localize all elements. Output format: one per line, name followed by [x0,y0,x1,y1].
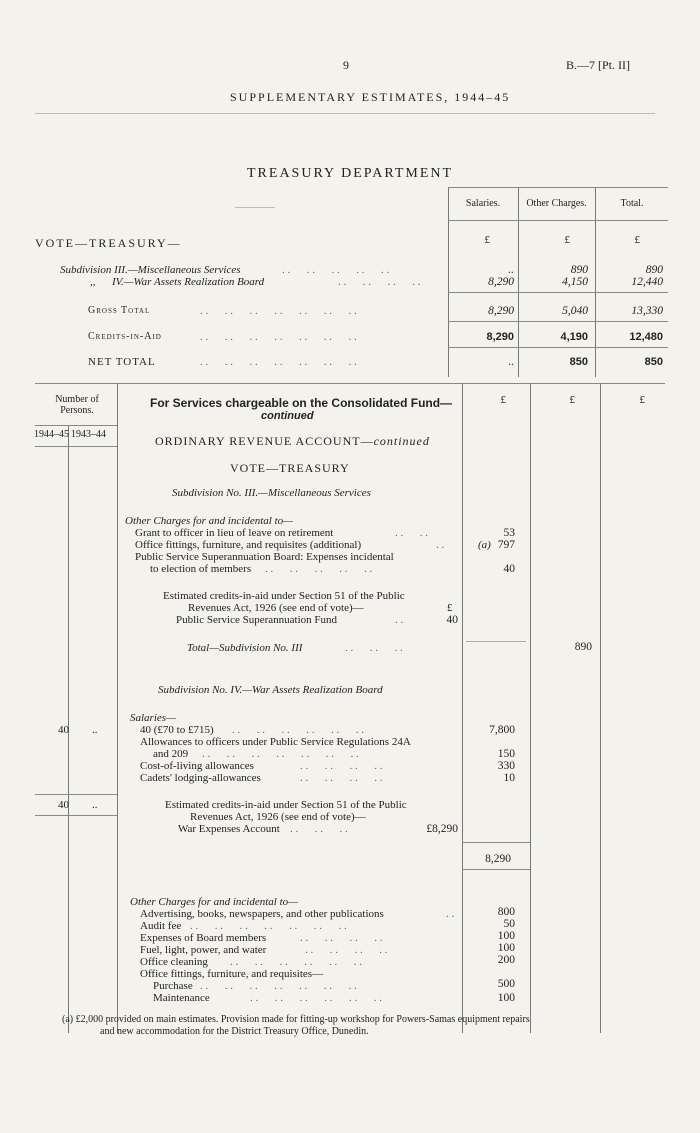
persons-1944-total: 40 [58,799,69,811]
summary-total-value: 12,480 [629,331,663,343]
page-header-title: SUPPLEMENTARY ESTIMATES, 1944–45 [230,90,511,104]
document-reference: B.—7 [Pt. II] [566,58,630,72]
leader-dots: . . [446,908,455,920]
credits-in-aid-text: Estimated credits-in-aid under Section 51 of the Public [163,590,405,602]
detail-col-divider [462,383,463,1033]
line-item-value: 100 [497,930,515,942]
summary-other-value: 5,040 [562,305,588,317]
line-item-value: 10 [503,772,515,784]
summary-top-rule [448,187,668,188]
line-item-text: Fuel, light, power, and water [140,944,267,956]
other-charges-heading: Other Charges for and incidental to— [130,896,298,908]
subtotal-rule [466,641,526,642]
consolidated-fund-heading: For Services chargeable on the Consolidated Fund— [150,396,453,410]
line-item-text: Office cleaning [140,956,208,968]
line-item-value: 7,800 [489,724,515,736]
summary-row-label: IV.—War Assets Realization Board [112,276,265,288]
line-item-text: Office fittings, furniture, and requisites— [140,968,324,980]
footnote-marker: (a) [478,539,491,551]
subdivision-3-title: Subdivision No. III.—Miscellaneous Services [172,487,371,499]
line-item-text: Advertising, books, newspapers, and other publications [140,908,384,920]
line-item-value: 500 [497,978,515,990]
credits-in-aid-text: Estimated credits-in-aid under Section 51 of the Public [165,799,407,811]
leader-dots: . . . . . . . . . . . . . . [200,980,357,992]
line-item-text: Audit fee [140,920,182,932]
line-item-text: Cost-of-living allowances [140,760,254,772]
summary-col-divider [448,187,449,377]
summary-rule [448,292,668,293]
summary-salaries-value: 8,290 [486,331,514,343]
credits-in-aid-text: Revenues Act, 1926 (see end of vote)— [188,602,364,614]
leader-dots: . . . . . . . . . . . . . . [200,305,357,317]
summary-other-value: 890 [570,264,588,276]
department-title: TREASURY DEPARTMENT [247,166,454,181]
detail-col-divider [530,383,531,1033]
line-item-value: 330 [497,760,515,772]
footnote-text: (a) £2,000 provided on main estimates. Provision made for fitting-up workshop for Powers-Samas equipment repairs [62,1014,530,1025]
subtotal-rule [462,869,530,870]
line-item-text: Allowances to officers under Public Service Regulations 24A [140,736,411,748]
currency-total: £ [634,234,640,246]
line-item-text: Office fittings, furniture, and requisites (additional) [135,539,362,551]
leader-dots: . . . . . . [290,823,348,835]
line-item-value: 200 [497,954,515,966]
summary-salaries-value: .. [508,264,514,276]
leader-dots: . . . . . . . . [305,944,388,956]
credits-in-aid-value: 40 [446,614,458,626]
line-item-text: Cadets' lodging-allowances [140,772,261,784]
summary-other-value: 850 [569,356,588,368]
header-rule [35,113,655,114]
summary-salaries-value: 8,290 [488,276,514,288]
subdivision-4-title: Subdivision No. IV.—War Assets Realization Board [158,684,383,696]
detail-top-rule [35,383,665,384]
leader-dots: . . . . . . . . . . . . [232,724,364,736]
subdivision-3-total-value: 890 [574,641,592,653]
line-item-value: 50 [503,918,515,930]
credits-in-aid-label: Credits-in-Aid [88,331,162,342]
currency-other: £ [569,394,575,406]
persons-1943-value: .. [92,724,98,736]
summary-other-value: 4,150 [562,276,588,288]
summary-rule [448,321,668,322]
leader-dots: . . . . . . . . [300,760,383,772]
persons-total-rule [35,794,117,795]
persons-1944-value: 40 [58,724,69,736]
net-total-label: NET TOTAL [88,356,156,368]
leader-dots: . . . . . . [345,642,403,654]
line-item-text: Expenses of Board members [140,932,267,944]
summary-other-value: 4,190 [560,331,588,343]
currency-other: £ [564,234,570,246]
summary-rule [448,347,668,348]
leader-dots: . . . . . . . . . . . . . . [190,920,347,932]
leader-dots: . . . . . . . . . . . . . . [200,356,357,368]
leader-dots: . . . . . . . . [338,276,421,288]
footnote-text: and new accommodation for the District Treasury Office, Dunedin. [100,1026,369,1037]
salaries-heading: Salaries— [130,712,176,724]
year-header: 1943–44 [71,429,106,440]
line-item-text: 40 (£70 to £715) [140,724,214,736]
leader-dots: . . . . [395,527,428,539]
leader-dots: . . . . . . . . . . . . [250,992,382,1004]
summary-salaries-value: 8,290 [488,305,514,317]
leader-dots: . . [436,539,445,551]
line-item-text: Grant to officer in lieu of leave on retirement [135,527,334,539]
detail-col-divider [600,383,601,1033]
other-charges-heading: Other Charges for and incidental to— [125,515,293,527]
vote-heading: VOTE—TREASURY [230,461,350,475]
summary-total-value: 850 [644,356,663,368]
col-header-salaries: Salaries. [465,198,501,209]
leader-dots: . . . . . . . . . . . . [230,956,362,968]
leader-dots: . . [395,614,404,626]
line-item-value: 797 [497,539,515,551]
credits-in-aid-text: Revenues Act, 1926 (see end of vote)— [190,811,366,823]
persons-1943-total: .. [92,799,98,811]
summary-header-dash [235,207,275,208]
currency-salaries: £ [484,234,490,246]
account-heading: ORDINARY REVENUE ACCOUNT—continued [155,434,430,448]
line-item-value: 100 [497,992,515,1004]
persons-total-rule [35,815,117,816]
detail-col-divider [117,383,118,1033]
col-header-total: Total. [620,198,644,209]
line-item-value: 800 [497,906,515,918]
summary-row-label: Subdivision III.—Miscellaneous Services [60,264,241,276]
summary-header-rule [448,220,668,221]
summary-col-divider [595,187,596,377]
summary-total-value: 13,330 [631,305,663,317]
persons-header: Number of Persons. [55,394,99,416]
page-number: 9 [343,58,349,72]
line-item-text: Public Service Superannuation Board: Expenses incidental [135,551,394,563]
leader-dots: . . . . . . . . . . . . . . [200,331,357,343]
leader-dots: . . . . . . . . . . . . . . [202,748,359,760]
summary-total-value: 890 [645,264,663,276]
line-item-text: and 209 [153,748,189,760]
line-item-text: Maintenance [153,992,210,1004]
summary-col-divider [518,187,519,377]
gross-total-label: Gross Total [88,305,151,316]
currency-salaries: £ [500,394,506,406]
line-item-text: Purchase [153,980,193,992]
leader-dots: . . . . . . . . . . [282,264,390,276]
leader-dots: . . . . . . . . [300,932,383,944]
line-item-value: 53 [503,527,515,539]
line-item-text: to election of members [150,563,252,575]
ditto-mark: ,, [90,276,96,288]
credits-in-aid-text: Public Service Superannuation Fund [176,614,338,626]
year-header: 1944–45 [34,429,69,440]
salaries-subtotal: 8,290 [485,853,511,865]
leader-dots: . . . . . . . . [300,772,383,784]
persons-header-rule [35,425,117,426]
summary-total-value: 12,440 [631,276,663,288]
line-item-value: 100 [497,942,515,954]
currency-total: £ [639,394,645,406]
continued-note: continued [261,410,314,422]
summary-salaries-value: .. [508,356,514,368]
vote-treasury-label: VOTE—TREASURY— [35,236,182,250]
subdivision-3-total-label: Total—Subdivision No. III [187,642,303,654]
credits-in-aid-value: £8,290 [426,823,458,835]
line-item-value: 150 [497,748,515,760]
leader-dots: . . . . . . . . . . [265,563,373,575]
credits-pound-sign: £ [447,602,453,614]
col-header-other-charges: Other Charges. [526,198,587,209]
year-header-rule [35,446,117,447]
line-item-value: 40 [503,563,515,575]
credits-in-aid-text: War Expenses Account [178,823,280,835]
subtotal-rule [462,842,530,843]
